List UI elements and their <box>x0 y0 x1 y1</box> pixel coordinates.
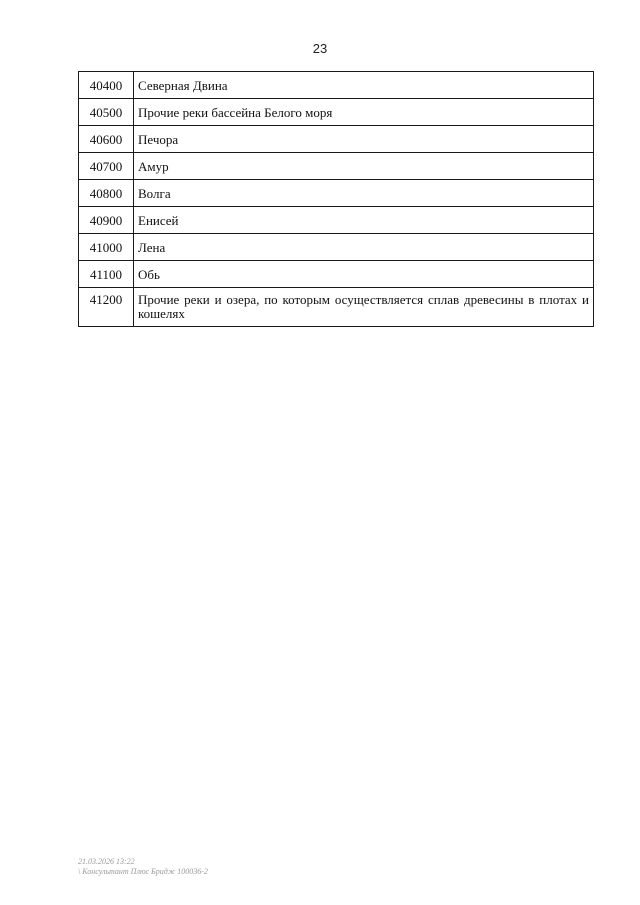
table-row <box>79 261 594 288</box>
stamp-timestamp: 21.03.2026 13:22 <box>78 857 135 866</box>
table-row <box>79 288 594 327</box>
row-name: Прочие реки и озера, по которым осуществляется сплав древесины в плотах и кошелях <box>134 288 594 327</box>
row-name: Лена <box>134 234 594 261</box>
table-row <box>79 72 594 99</box>
row-code: 40600 <box>79 126 134 153</box>
row-code: 40900 <box>79 207 134 234</box>
document-stamp <box>78 857 208 877</box>
row-name: Волга <box>134 180 594 207</box>
page-number: 23 <box>312 41 328 56</box>
table-row <box>79 234 594 261</box>
row-name: Амур <box>134 153 594 180</box>
row-code: 40500 <box>79 99 134 126</box>
table-row <box>79 153 594 180</box>
row-name: Печора <box>134 126 594 153</box>
rivers-table <box>78 71 594 327</box>
row-code: 40700 <box>79 153 134 180</box>
row-code: 41100 <box>79 261 134 288</box>
table-row <box>79 180 594 207</box>
table-row <box>79 126 594 153</box>
stamp-document-id: \ Консультант Плюс Бридж 100036-2 <box>78 867 208 876</box>
row-name: Прочие реки бассейна Белого моря <box>134 99 594 126</box>
table-row <box>79 99 594 126</box>
row-code: 40400 <box>79 72 134 99</box>
row-name: Енисей <box>134 207 594 234</box>
row-code: 40800 <box>79 180 134 207</box>
table-row <box>79 207 594 234</box>
row-name: Северная Двина <box>134 72 594 99</box>
row-code: 41200 <box>79 288 134 327</box>
row-code: 41000 <box>79 234 134 261</box>
row-name: Обь <box>134 261 594 288</box>
